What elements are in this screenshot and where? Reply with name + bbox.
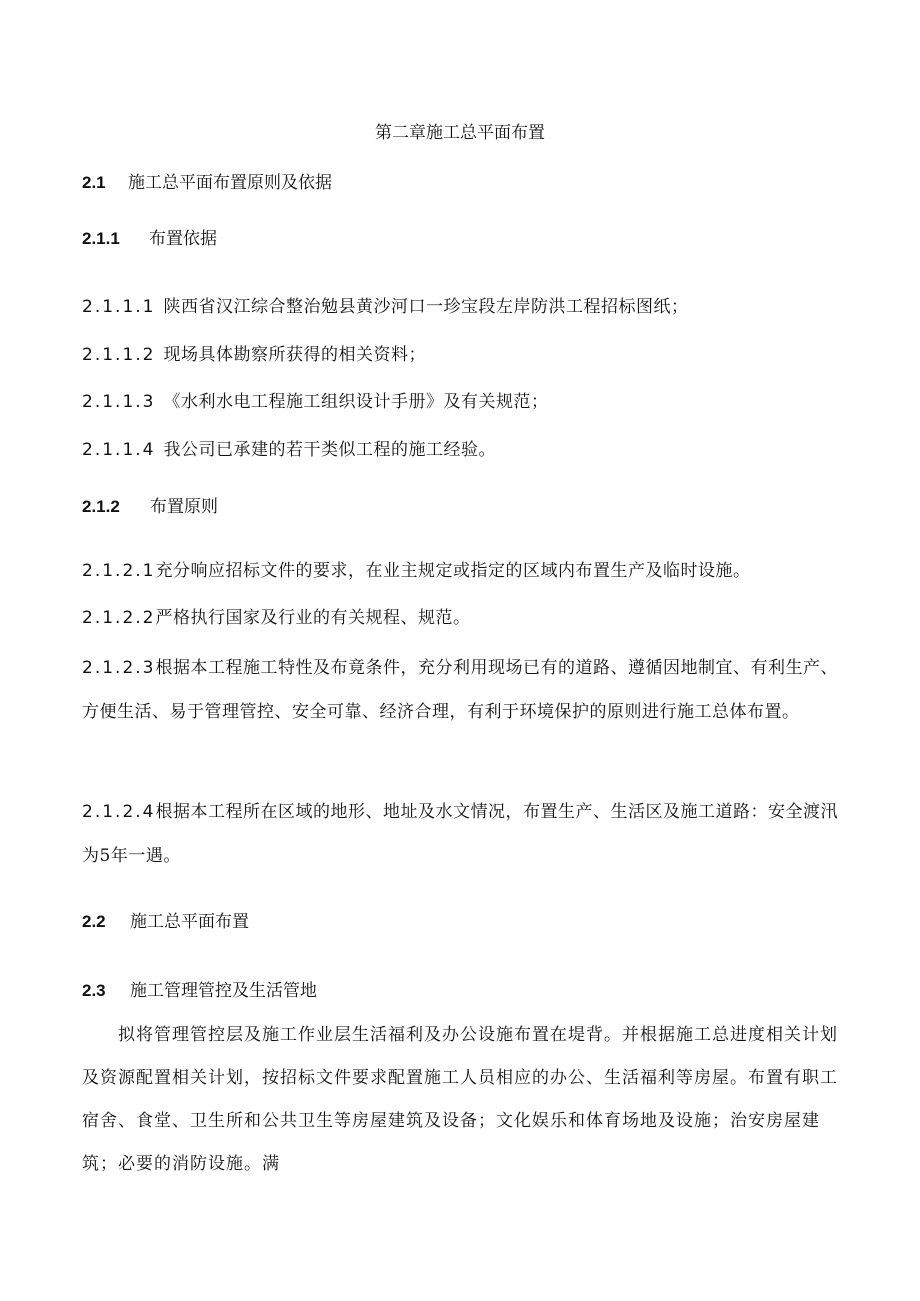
item-number: 2.1.2.2: [82, 608, 156, 628]
section-title: 施工管理管控及生活管地: [130, 981, 317, 1001]
chapter-title: 第二章施工总平面布置: [375, 123, 545, 143]
basis-item: [82, 340, 426, 365]
principle-item: [82, 790, 838, 878]
basis-item: [82, 387, 548, 412]
item-number: 2.1.1.2: [82, 345, 156, 365]
principle-item: [82, 596, 838, 640]
section-number: 2.1: [82, 173, 106, 192]
item-text: 陕西省汉江综合整治勉县黄沙河口一珍宝段左岸防洪工程招标图纸；: [163, 297, 689, 317]
item-text: 《水利水电工程施工组织设计手册》及有关规范；: [163, 392, 549, 412]
item-text: 我公司已承建的若干类似工程的施工经验。: [163, 440, 496, 460]
section-number: 2.3: [82, 981, 106, 1000]
item-text: 根据本工程所在区域的地形、地址及水文情况，布置生产、生活区及施工道路：安全渡汛为5年一遇。: [82, 802, 838, 866]
item-number: 2.1.2.1: [82, 561, 156, 581]
item-text: 根据本工程施工特性及布竟条件，充分利用现场已有的道路、遵循因地制宜、有利生产、方便生活、易于管理管控、安全可靠、经济合理，有利于环境保护的原则进行施工总体布置。: [82, 658, 838, 722]
item-number: 2.1.2.3: [82, 658, 156, 678]
basis-item: [82, 435, 496, 460]
section-number: 2.1.1: [82, 229, 120, 248]
item-text: 严格执行国家及行业的有关规程、规范。: [155, 608, 471, 628]
item-number: 2.1.1.3: [82, 392, 156, 412]
section-number: 2.2: [82, 912, 106, 931]
section-title: 施工总平面布置原则及依据: [128, 173, 332, 193]
principle-item: [82, 549, 838, 593]
section-heading-2-1: [82, 168, 332, 193]
basis-item: [82, 292, 688, 317]
section-heading-2-3: [82, 976, 317, 1001]
item-number: 2.1.1.1: [82, 297, 156, 317]
principle-item: [82, 646, 838, 734]
item-number: 2.1.2.4: [82, 802, 156, 822]
section-heading-2-1-1: [82, 224, 217, 249]
section-heading-2-1-2: [82, 492, 218, 517]
section-title: 施工总平面布置: [130, 912, 249, 932]
section-paragraph: 拟将管理管控层及施工作业层生活福利及办公设施布置在堤背。并根据施工总进度相关计划及资源配置相关计划，按招标文件要求配置施工人员相应的办公、生活福利等房屋。布置有职工宿舍、食堂、卫生所和公共卫生等房屋建筑及设备；文化娱乐和体育场地及设施；治安房屋建筑；必要的消防设施。满: [82, 1025, 838, 1174]
section-number: 2.1.2: [82, 497, 120, 516]
section-heading-2-2: [82, 907, 249, 932]
section-title: 布置原则: [150, 497, 218, 517]
item-text: 充分响应招标文件的要求，在业主规定或指定的区域内布置生产及临时设施。: [155, 561, 751, 581]
section-title: 布置依据: [149, 229, 217, 249]
item-number: 2.1.1.4: [82, 440, 156, 460]
item-text: 现场具体勘察所获得的相关资料；: [163, 345, 426, 365]
